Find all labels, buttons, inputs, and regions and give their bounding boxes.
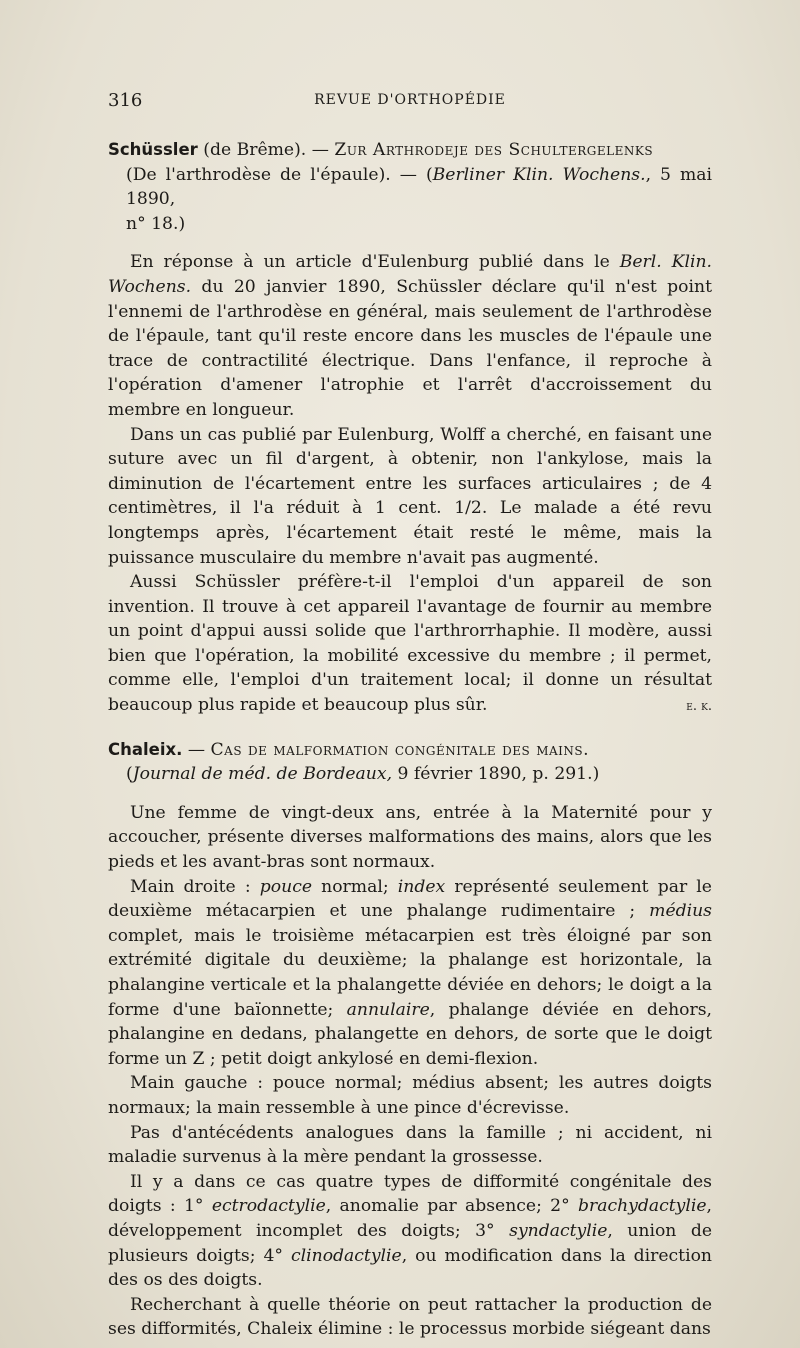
term: ectrodactylie	[211, 1196, 326, 1217]
author-detail: (de Brême). —	[197, 140, 335, 160]
paragraph-text: Aussi Schüssler préfère-t-il l'emploi d'un appareil de son invention. Il trouve à cet appareil l'avantage de fournir au membre un point d'appui aussi solide que l'arthrorrhaphie. Il modère, aussi bien que l'opération, la mobilité excessive du membre ; il permet, comme elle, l'emploi d'un traitement local; il donne un résultat beaucoup plus rapide et beaucoup plus sûr.	[108, 572, 712, 716]
paragraph: Dans un cas publié par Eulenburg, Wolff a cherché, en faisant une suture avec un fil d'argent, à obtenir, non l'ankylose, mais la diminution de l'écartement entre les surfaces articulaires ; de 4 centimètres, il l'a réduit à 1 cent. 1/2. Le malade a été revu longtemps après, l'écartement était resté le même, mais la puissance musculaire du membre n'avait pas augmenté.	[108, 424, 712, 568]
running-title: REVUE D'ORTHOPÉDIE	[314, 92, 506, 108]
reference-line-2	[126, 163, 712, 212]
journal-name: Journal de méd. de Bordeaux,	[132, 764, 393, 785]
reference-date: 9 février 1890, p. 291.)	[392, 764, 600, 785]
reference-line-2: (Journal de méd. de Bordeaux, 9 février 1890, p. 291.)	[126, 764, 600, 785]
paragraph	[108, 250, 712, 422]
paragraph: Main gauche : pouce normal; médius absent; les autres doigts normaux; la main ressemble à une pince d'écrevisse.	[108, 1073, 712, 1118]
paragraph-text: Il y a dans ce cas quatre types de difformité congénitale des doigts : 1°	[108, 1171, 712, 1217]
paragraph: Une femme de vingt-deux ans, entrée à la Maternité pour y accoucher, présente diverses malformations des mains, alors que les pieds et les avant-bras sont normaux.	[108, 802, 712, 873]
paragraph-text: , ou modification dans la direction des os des doigts.	[108, 1245, 712, 1291]
reference-line-3: n° 18.)	[126, 213, 186, 234]
term: clinodactylie	[291, 1245, 402, 1266]
term: brachydactylie	[578, 1196, 707, 1217]
paragraph-text: , anomalie par absence; 2°	[325, 1196, 578, 1217]
paragraph-text: En réponse à un article d'Eulenburg publié dans le	[130, 252, 620, 273]
term: annulaire	[346, 999, 430, 1020]
paragraph	[108, 1170, 712, 1293]
paragraph: Recherchant à quelle théorie on peut rattacher la production de ses difformités, Chaleix élimine : le processus morbide siégeant dans	[108, 1294, 712, 1340]
reference-line-1	[108, 738, 712, 763]
paragraph-text: du 20 janvier 1890, Schüssler déclare qu'il n'est point l'ennemi de l'arthrodèse en général, mais seulement de l'arthrodèse de l'épaule, tant qu'il reste encore dans les muscles de l'épaule une trace de contractilité électrique. Dans l'enfance, il reproche à l'opération d'amener l'atrophie et l'arrêt d'accroissement du membre en longueur.	[108, 276, 712, 420]
article-title: Zur Arthrodeje des Schultergelenks	[334, 140, 654, 160]
paragraph	[108, 570, 712, 718]
reference-line-1	[108, 138, 712, 163]
paragraph: Pas d'antécédents analogues dans la famille ; ni accident, ni maladie survenus à la mère pendant la grossesse.	[108, 1122, 712, 1168]
reference-translation: (De l'arthrodèse de l'épaule). — (	[126, 164, 433, 185]
paragraph-text: normal;	[312, 876, 398, 897]
journal-name: Berl. Klin. Wochens.	[108, 252, 712, 297]
author-name: Schüssler	[108, 140, 198, 159]
page-header	[108, 90, 712, 118]
article-title: Cas de malformation congénitale des mains.	[210, 739, 590, 760]
author-separator: —	[182, 739, 211, 760]
term: médius	[649, 901, 712, 922]
paragraph-text: , développement incomplet des doigts; 3°	[108, 1196, 712, 1241]
term: syndactylie	[509, 1220, 608, 1241]
paragraph-text: Main droite :	[130, 876, 260, 897]
paragraph-text: , union de plusieurs doigts; 4°	[108, 1220, 712, 1266]
journal-name: Berliner Klin. Wochens.	[432, 164, 646, 185]
signature: e. k.	[686, 699, 712, 715]
paragraph-text: complet, mais le troisième métacarpien est très éloigné par son extrémité digitale du deuxième; la phalange est horizontale, la phalangine verticale et la phalangette déviée en dehors; le doigt a la forme d'une baïonnette;	[108, 925, 712, 1020]
term: pouce	[259, 876, 312, 897]
page-number: 316	[108, 90, 143, 111]
paragraph	[108, 875, 712, 1072]
author-name: Chaleix.	[108, 739, 183, 759]
term: index	[397, 876, 446, 897]
page-content	[108, 138, 712, 1342]
review-chaleix	[108, 738, 712, 1342]
reference-date: , 5 mai 1890,	[126, 164, 712, 210]
paragraph-text: représenté seulement par le deuxième métacarpien et une phalange rudimentaire ;	[108, 876, 712, 922]
review-schussler	[108, 138, 712, 720]
paragraph-text: , phalange déviée en dehors, phalangine en dedans, phalangette en dehors, de sorte que le doigt forme un Z ; petit doigt ankylosé en demi-flexion.	[108, 999, 712, 1069]
